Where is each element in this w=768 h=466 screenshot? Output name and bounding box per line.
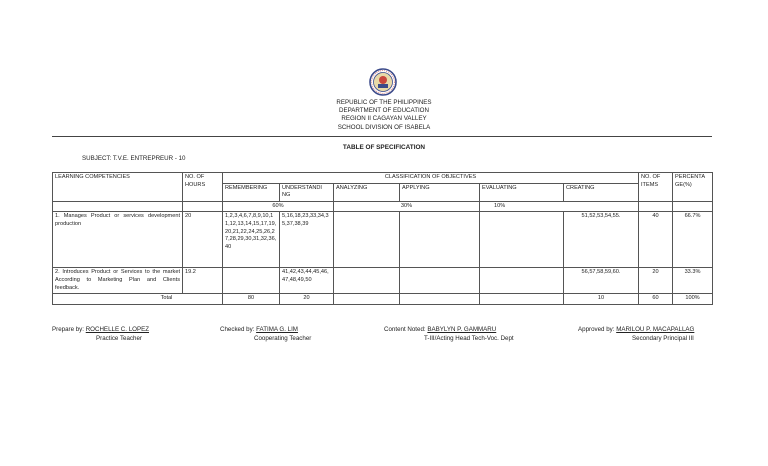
subject-line: SUBJECT: T.V.E. ENTREPREUR - 10 [82,155,186,162]
header-items: NO. OF ITEMS [639,173,673,202]
percentage-cell: 66.7% [673,212,713,268]
signature-prefix: Checked by: [220,326,257,333]
creating-cell: 56,57,58,59,60. [564,268,639,294]
signature-prepared [52,325,149,343]
total-items: 60 [639,294,673,305]
table-header-row [53,173,713,184]
table-row [53,212,713,268]
understanding-cell: 41,42,43,44,45,46,47,48,49,50 [280,268,334,294]
applying-cell [400,212,480,268]
signature-name: MARILOU P. MACAPALLAG [616,326,695,333]
signature-prefix: Content Noted: [384,326,428,333]
competency-cell: 1. Manages Product or services development production [53,212,183,268]
header-level: APPLYING [400,183,480,201]
percentage-cell: 33.3% [673,268,713,294]
signature-role: T-III/Acting Head Tech-Voc. Dept [424,335,514,342]
header-hours: NO. OF HOURS [183,173,223,202]
header-competencies: LEARNING COMPETENCIES [53,173,183,202]
letterhead-line: REPUBLIC OF THE PHILIPPINES [336,99,432,106]
percent-higher: 10% [480,201,639,212]
signature-role: Secondary Principal III [632,335,694,342]
header-classification: CLASSIFICATION OF OBJECTIVES [223,173,639,184]
header-level: EVALUATING [480,183,564,201]
document-title: TABLE OF SPECIFICATION [342,144,426,151]
creating-cell: 51,52,53,54,55. [564,212,639,268]
competency-cell: 2. Introduces Product or Services to the market According to Marketing Plan and Clients feedback. [53,268,183,294]
level-percent-row [53,201,713,212]
signature-name: ROCHELLE C. LOPEZ [85,326,149,333]
total-understanding: 20 [280,294,334,305]
remembering-cell [223,268,280,294]
signature-prefix: Prepare by: [52,326,86,333]
header-divider [52,136,712,137]
total-percentage: 100% [673,294,713,305]
header-level: REMEMBERING [223,183,280,201]
total-label: Total [53,294,223,305]
letterhead [0,99,768,132]
evaluating-cell [480,268,564,294]
signature-approved [578,325,694,343]
header-level: CREATING [564,183,639,201]
table-row [53,268,713,294]
letterhead-line: SCHOOL DIVISION OF ISABELA [337,123,431,131]
total-row [53,294,713,305]
items-cell: 20 [639,268,673,294]
signature-checked [220,325,311,343]
signature-role: Cooperating Teacher [254,335,312,342]
deped-seal-icon [369,68,397,96]
items-cell: 40 [639,212,673,268]
percent-lower: 60% [223,201,334,212]
percent-middle: 30% [334,201,480,212]
hours-cell: 20 [183,212,223,268]
letterhead-line: DEPARTMENT OF EDUCATION [339,107,429,115]
analyzing-cell [334,268,400,294]
specification-table [52,172,713,305]
signature-role: Practice Teacher [96,335,142,342]
evaluating-cell [480,212,564,268]
analyzing-cell [334,212,400,268]
signature-name: BABYLYN P. GAMMARU [427,326,497,333]
remembering-cell: 1,2,3,4,6,7,8,9,10,11,12,13,14,15,17,19,20,21,22,24,25,26,27,28,29,30,31,32,36,40 [223,212,280,268]
hours-cell: 19.2 [183,268,223,294]
total-remembering: 80 [223,294,280,305]
header-level: ANALYZING [334,183,400,201]
signature-name: FATIMA G. LIM [256,326,298,333]
understanding-cell: 5,16,18,23,33,34,35,37,38,39 [280,212,334,268]
header-level: UNDERSTANDI NG [280,183,334,201]
total-creating: 10 [564,294,639,305]
signature-noted [384,325,514,343]
header-percentage: PERCENTA GE(%) [673,173,713,202]
signature-prefix: Approved by: [578,326,617,333]
applying-cell [400,268,480,294]
letterhead-line: REGION II CAGAYAN VALLEY [341,115,427,123]
